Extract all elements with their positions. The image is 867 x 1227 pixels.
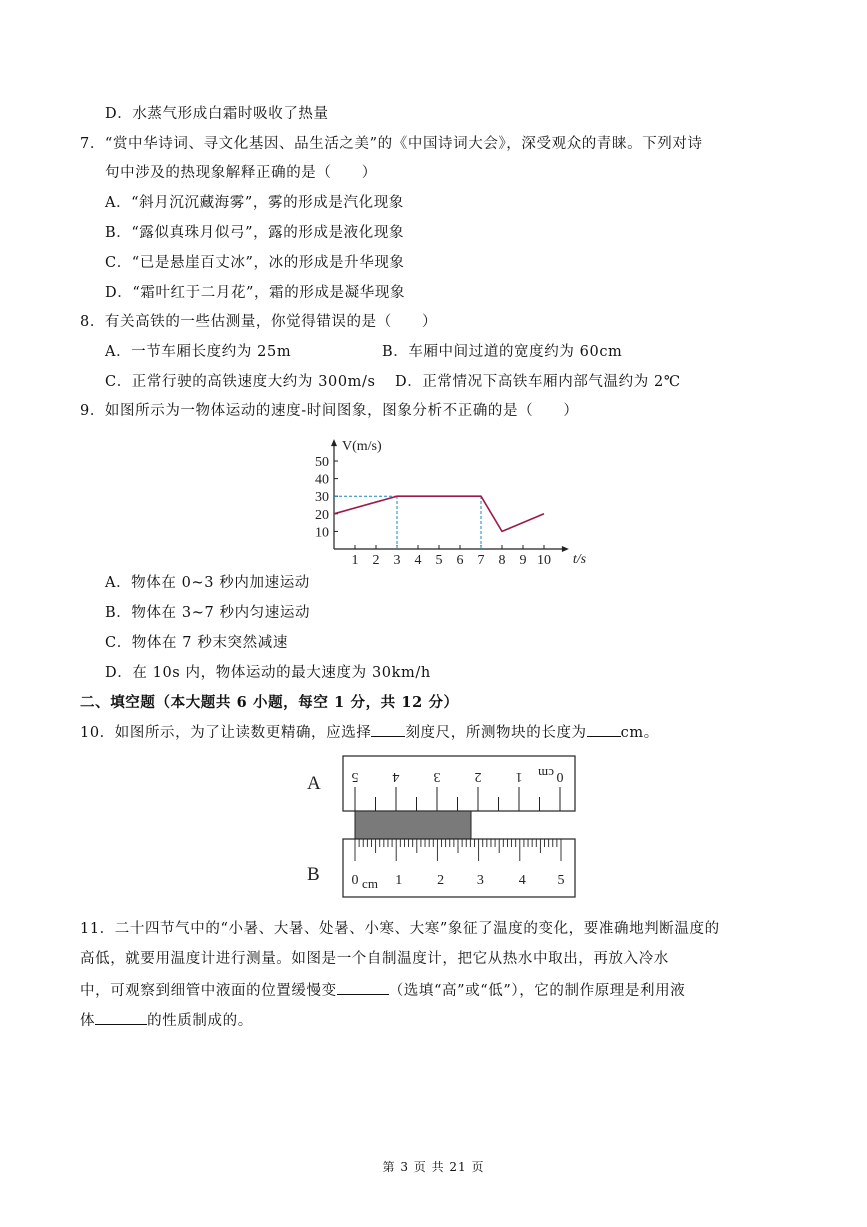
q8-stem: 8．有关高铁的一些估测量，你觉得错误的是（ ） bbox=[80, 314, 438, 330]
q11-line4-part1: 体 bbox=[80, 1013, 96, 1029]
x-tick-label: 4 bbox=[414, 553, 422, 568]
q7-option-b: B．“露似真珠月似弓”，露的形成是液化现象 bbox=[105, 225, 405, 241]
y-tick-label: 50 bbox=[315, 455, 329, 470]
q10-stem-part3: cm。 bbox=[620, 725, 659, 741]
ruler-b-number: 2 bbox=[437, 873, 445, 888]
measured-block bbox=[355, 811, 471, 839]
q11-line3 bbox=[80, 980, 685, 1001]
q10-stem-part1: 10．如图所示，为了让读数更精确，应选择 bbox=[80, 725, 372, 741]
q10-stem bbox=[80, 722, 659, 743]
q11-blank-1 bbox=[337, 980, 389, 995]
q11-line4 bbox=[80, 1010, 253, 1031]
ruler-a-number: 0 bbox=[556, 769, 564, 784]
velocity-time-chart bbox=[300, 425, 590, 575]
q9-option-a: A．物体在 0~3 秒内加速运动 bbox=[105, 575, 310, 591]
x-tick-label: 10 bbox=[537, 553, 551, 568]
ruler-b-number: 3 bbox=[476, 873, 484, 888]
q11-line3-part2: （选填“高”或“低”），它的制作原理是利用液 bbox=[388, 983, 686, 999]
y-tick-label: 10 bbox=[315, 525, 329, 541]
q11-line2: 高低，就要用温度计进行测量。如图是一个自制温度计，把它从热水中取出，再放入冷水 bbox=[80, 951, 669, 967]
y-tick-label: 40 bbox=[315, 472, 329, 488]
x-tick-label: 2 bbox=[372, 553, 380, 568]
x-axis-label: t/s bbox=[572, 552, 587, 567]
q9-option-c: C．物体在 7 秒末突然减速 bbox=[105, 635, 288, 651]
ruler-a-unit: cm bbox=[538, 766, 554, 781]
x-tick-label: 6 bbox=[456, 553, 464, 568]
x-tick-label: 9 bbox=[519, 553, 527, 568]
q8-option-c: C．正常行驶的高铁速度大约为 300m/s bbox=[105, 374, 376, 390]
q9-option-b: B．物体在 3~7 秒内匀速运动 bbox=[105, 605, 311, 621]
q11-line3-part1: 中，可观察到细管中液面的位置缓慢变 bbox=[80, 983, 337, 999]
q7-option-a: A．“斜月沉沉藏海雾”，雾的形成是汽化现象 bbox=[105, 195, 404, 211]
q10-blank-2 bbox=[587, 722, 621, 737]
q9-stem: 9．如图所示为一物体运动的速度-时间图象，图象分析不正确的是（ ） bbox=[80, 403, 579, 419]
q7-option-d: D．“霜叶红于二月花”，霜的形成是凝华现象 bbox=[105, 285, 406, 301]
section-heading: 二、填空题（本大题共 6 小题，每空 1 分，共 12 分） bbox=[80, 694, 459, 711]
q11-blank-2 bbox=[95, 1010, 147, 1025]
ruler-b-unit: cm bbox=[362, 876, 378, 891]
x-tick-label: 5 bbox=[435, 553, 443, 568]
x-tick-label: 7 bbox=[477, 553, 485, 568]
ruler-a-number: 2 bbox=[474, 769, 482, 784]
q8-option-d: D．正常情况下高铁车厢内部气温约为 2℃ bbox=[395, 374, 681, 390]
ruler-a-number: 3 bbox=[433, 769, 441, 784]
q11-line1: 11．二十四节气中的“小暑、大暑、处暑、小寒、大寒”象征了温度的变化，要准确地判断温度的 bbox=[80, 921, 720, 937]
ruler-figure bbox=[300, 748, 600, 908]
q7-stem-line1: 7．“赏中华诗词、寻文化基因、品生活之美”的《中国诗词大会》，深受观众的青睐。下列对诗 bbox=[80, 136, 703, 152]
y-tick-label: 30 bbox=[315, 490, 329, 506]
q8-option-a: A．一节车厢长度约为 25m bbox=[105, 344, 292, 360]
q10-blank-1 bbox=[371, 722, 405, 737]
velocity-line bbox=[334, 496, 544, 531]
x-tick-label: 1 bbox=[351, 553, 359, 568]
ruler-a-number: 5 bbox=[351, 769, 359, 784]
q7-stem-line2: 句中涉及的热现象解释正确的是（ ） bbox=[105, 165, 377, 181]
ruler-b-number: 4 bbox=[518, 873, 526, 888]
ruler-a-number: 4 bbox=[392, 769, 400, 784]
q9-option-d: D．在 10s 内，物体运动的最大速度为 30km/h bbox=[105, 665, 431, 681]
y-tick-label: 20 bbox=[315, 507, 329, 523]
page-footer: 第 3 页 共 21 页 bbox=[382, 1160, 485, 1174]
x-tick-label: 8 bbox=[498, 553, 506, 568]
ruler-b-number: 5 bbox=[557, 873, 565, 888]
x-axis-arrow bbox=[562, 546, 569, 552]
q6-option-d: D．水蒸气形成白霜时吸收了热量 bbox=[105, 106, 329, 122]
y-axis-arrow bbox=[331, 439, 337, 446]
ruler-b-number: 0 bbox=[351, 873, 359, 888]
q7-option-c: C．“已是悬崖百丈冰”，冰的形成是升华现象 bbox=[105, 255, 405, 271]
ruler-b-number: 1 bbox=[395, 873, 403, 888]
ruler-b-label: B bbox=[307, 864, 320, 885]
ruler-a-label: A bbox=[307, 773, 321, 794]
q11-line4-part2: 的性质制成的。 bbox=[147, 1013, 253, 1029]
q8-option-b: B．车厢中间过道的宽度约为 60cm bbox=[382, 344, 623, 360]
y-axis-label: V(m/s) bbox=[342, 439, 382, 455]
q10-stem-part2: 刻度尺，所测物块的长度为 bbox=[405, 725, 587, 741]
ruler-a-number: 1 bbox=[515, 769, 523, 784]
x-tick-label: 3 bbox=[393, 553, 401, 568]
ruler-a bbox=[343, 756, 575, 811]
